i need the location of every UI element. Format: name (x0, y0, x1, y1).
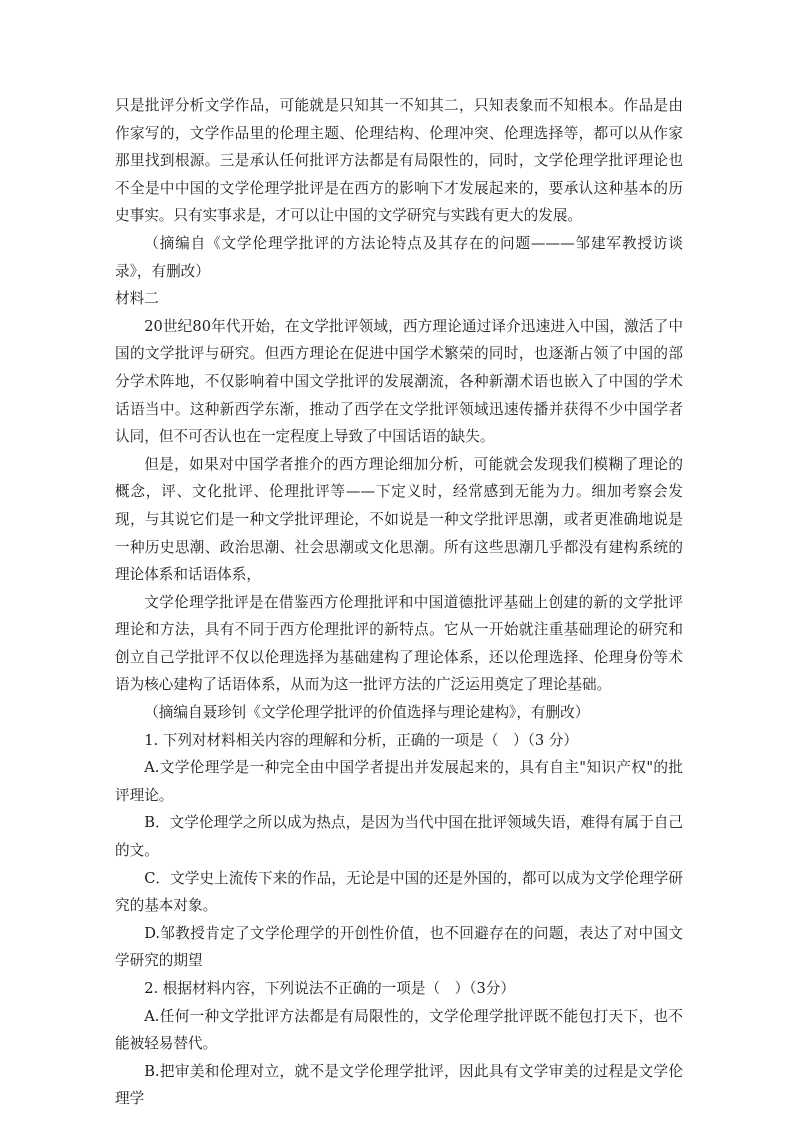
material2-paragraph-1: 20世纪80年代开始，在文学批评领域，西方理论通过译介迅速进入中国，激活了中国的文学批评与研究。但西方理论在促进中国学术繁荣的同时，也逐渐占领了中国的部分学术阵地，不仅影响着中国文学批评的发展潮流，各种新潮术语也嵌入了中国的学术话语当中。这种新西学东渐，推动了西学在文学批评领域迅速传播并获得不少中国学者认同，但不可否认也在一定程度上导致了中国话语的缺失。 (115, 317, 683, 446)
material2-paragraph-3: 文学伦理学批评是在借鉴西方伦理批评和中国道德批评基础上创建的新的文学批评理论和方法，具有不同于西方伦理批评的新特点。它从一开始就注重基础理论的研究和创立自己学批评不仅以伦理选择为基础建构了理论体系，还以伦理选择、伦理身份等术语为核心建构了话语体系，从而为这一批评方法的广泛运用奠定了理论基础。 (115, 593, 683, 694)
material2-paragraph-2: 但是，如果对中国学者推介的西方理论细加分析，可能就会发现我们模糊了理论的概念，评、文化批评、伦理批评等——下定义时，经常感到无能为力。细加考察会发现，与其说它们是一种文学批评理论，不如说是一种文学批评思潮，或者更准确地说是一种历史思潮、政治思潮、社会思潮或文化思潮。所有这些思潮几乎都没有建构系统的理论体系和话语体系， (115, 455, 683, 584)
document-page (115, 92, 683, 1113)
question-1-option-d: D.邹教授肯定了文学伦理学的开创性价值，也不回避存在的问题，表达了对中国文学研究的期望 (115, 924, 683, 970)
question-1-option-b: B．文学伦理学之所以成为热点，是因为当代中国在批评领域失语，难得有属于自己的文。 (115, 814, 683, 860)
material2-heading: 材料二 (115, 290, 159, 308)
question-2-option-a: A.任何一种文学批评方法都是有局限性的，文学伦理学批评既不能包打天下，也不能被轻易替代。 (115, 1007, 683, 1053)
material2-source: （摘编自聂珍钊《文学伦理学批评的价值选择与理论建构》，有删改） (144, 704, 590, 722)
question-1-stem: 1. 下列对材料相关内容的理解和分析，正确的一项是（ ）（3 分） (144, 731, 579, 749)
question-2-stem: 2. 根据材料内容，下列说法不正确的一项是（ ）（3分） (144, 980, 515, 997)
material1-tail-paragraph: 只是批评分析文学作品，可能就是只知其一不知其二，只知表象而不知根本。作品是由作家写的，文学作品里的伦理主题、伦理结构、伦理冲突、伦理选择等，都可以从作家那里找到根源。三是承认任何批评方法都是有局限性的，同时，文学伦理学批评理论也不全是中中国的文学伦理学批评是在西方的影响下才发展起来的，要承认这种基本的历史事实。只有实事求是，才可以让中国的文学研究与实践有更大的发展。 (115, 97, 683, 225)
question-1-option-a: A.文学伦理学是一种完全由中国学者提出并发展起来的，具有自主"知识产权"的批评理论。 (115, 759, 683, 804)
question-2-option-b: B.把审美和伦理对立，就不是文学伦理学批评，因此具有文学审美的过程是文学伦理学 (115, 1062, 683, 1108)
material1-source: （摘编自《文学伦理学批评的方法论特点及其存在的问题———邹建军教授访谈录》，有删改） (115, 234, 683, 280)
question-1-option-c: C．文学史上流传下来的作品，无论是中国的还是外国的，都可以成为文学伦理学研究的基本对象。 (115, 869, 683, 915)
